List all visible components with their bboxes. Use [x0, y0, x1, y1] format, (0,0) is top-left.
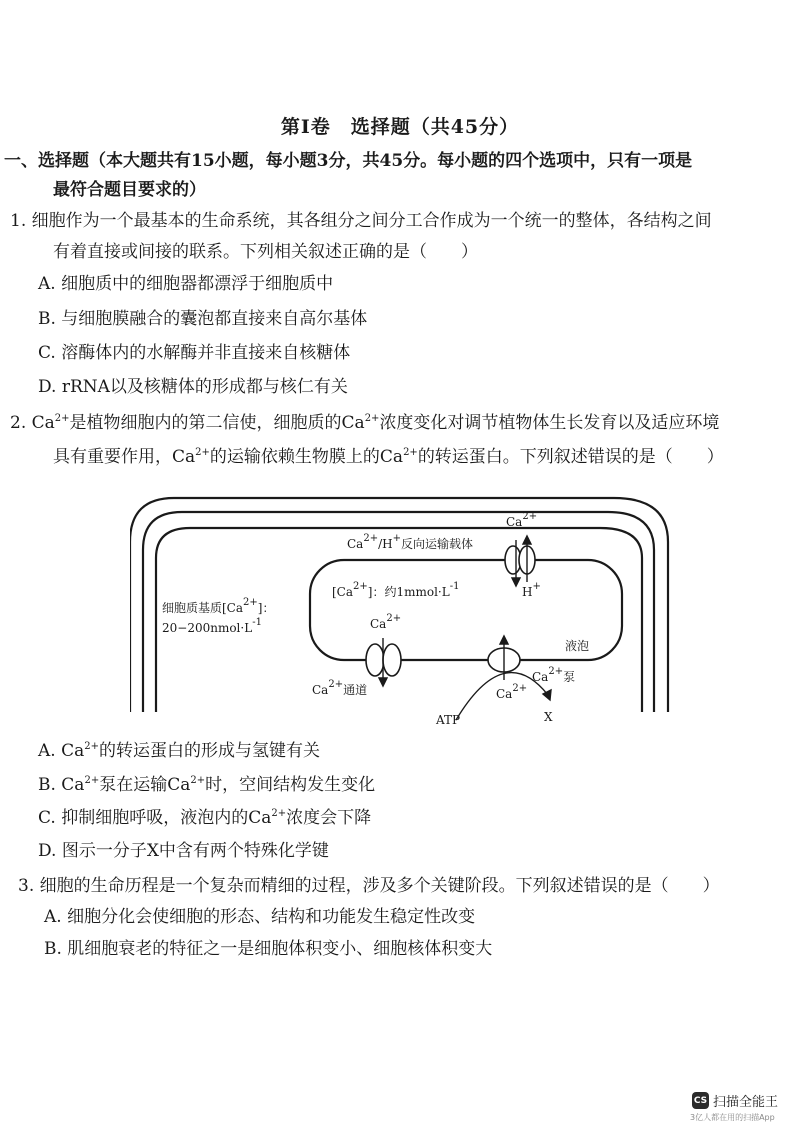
q1-option-d: D. rRNA以及核糖体的形成都与核仁有关: [38, 377, 348, 397]
antiporter-label: $Ca^{2+}/H^+$反向运输载体: [347, 533, 474, 551]
calcium-transport-diagram: [130, 490, 680, 730]
q2-option-a: A. $Ca^{2+}$的转运蛋白的形成与氢键有关: [38, 741, 320, 761]
x-label: X: [544, 710, 553, 724]
vacuole-label: 液泡: [565, 639, 590, 653]
q3-stem: 3. 细胞的生命历程是一个复杂而精细的过程，涉及多个关键阶段。下列叙述错误的是（ ）: [18, 876, 720, 896]
vacuole-concentration: $[Ca^{2+}]$：约$1mmol\cdot L^{-1}$: [332, 581, 460, 599]
q1-option-c: C. 溶酶体内的水解酶并非直接来自核糖体: [38, 343, 351, 363]
q2-stem-line2: 具有重要作用，$Ca^{2+}$的运输依赖生物膜上的$Ca^{2+}$的转运蛋白。下列叙述错误的是（ ）: [53, 447, 724, 467]
section-heading-line1: 一、选择题（本大题共有15小题，每小题3分，共45分。每小题的四个选项中，只有一项是: [4, 151, 693, 171]
q2-option-d: D. 图示一分子X中含有两个特殊化学键: [38, 841, 329, 861]
ca-channel-top-label: $Ca^{2+}$: [370, 613, 402, 631]
ca-top-label: $Ca^{2+}$: [506, 511, 538, 529]
cytoplasm-concentration: $20-200nmol\cdot L^{-1}$: [162, 617, 262, 635]
ca-pump-lower-label: $Ca^{2+}$: [496, 683, 528, 701]
section-heading-line2: 最符合题目要求的）: [53, 180, 206, 200]
q3-option-a: A. 细胞分化会使细胞的形态、结构和功能发生稳定性改变: [44, 907, 476, 927]
watermark-tagline: 3亿人都在用的扫描App: [690, 1113, 775, 1122]
q2-stem-line1: 2. $Ca^{2+}$是植物细胞内的第二信使，细胞质的$Ca^{2+}$浓度变化对调节植物体生长发育以及适应环境: [10, 413, 720, 433]
scanner-watermark: [692, 1091, 778, 1110]
h-ion-label: H+: [522, 581, 541, 599]
q2-option-b: B. $Ca^{2+}$泵在运输$Ca^{2+}$时，空间结构发生变化: [38, 775, 376, 795]
ca-channel-label: $Ca^{2+}$通道: [312, 679, 368, 697]
q1-stem-line2: 有着直接或间接的联系。下列相关叙述正确的是（ ）: [53, 242, 478, 262]
ca-channel-right: [383, 644, 401, 676]
q1-option-b: B. 与细胞膜融合的囊泡都直接来自高尔基体: [38, 309, 368, 329]
q3-option-b: B. 肌细胞衰老的特征之一是细胞体积变小、细胞核体积变大: [44, 939, 493, 959]
atp-label: ATP: [436, 713, 461, 727]
page-title: 第Ⅰ卷 选择题（共45分）: [280, 116, 520, 138]
camscanner-logo-icon: CS: [692, 1092, 709, 1109]
q1-stem-line1: 1. 细胞作为一个最基本的生命系统，其各组分之间分工合作成为一个统一的整体，各结构之间: [10, 211, 712, 231]
watermark-app-name: 扫描全能王: [713, 1095, 779, 1110]
q1-option-a: A. 细胞质中的细胞器都漂浮于细胞质中: [38, 274, 334, 294]
q2-option-c: C. 抑制细胞呼吸，液泡内的$Ca^{2+}$浓度会下降: [38, 808, 372, 828]
cytoplasm-matrix-label: 细胞质基质$[Ca^{2+}]$：: [162, 597, 275, 615]
ca-channel-left: [366, 644, 384, 676]
ca-pump-label: $Ca^{2+}$泵: [532, 666, 576, 684]
